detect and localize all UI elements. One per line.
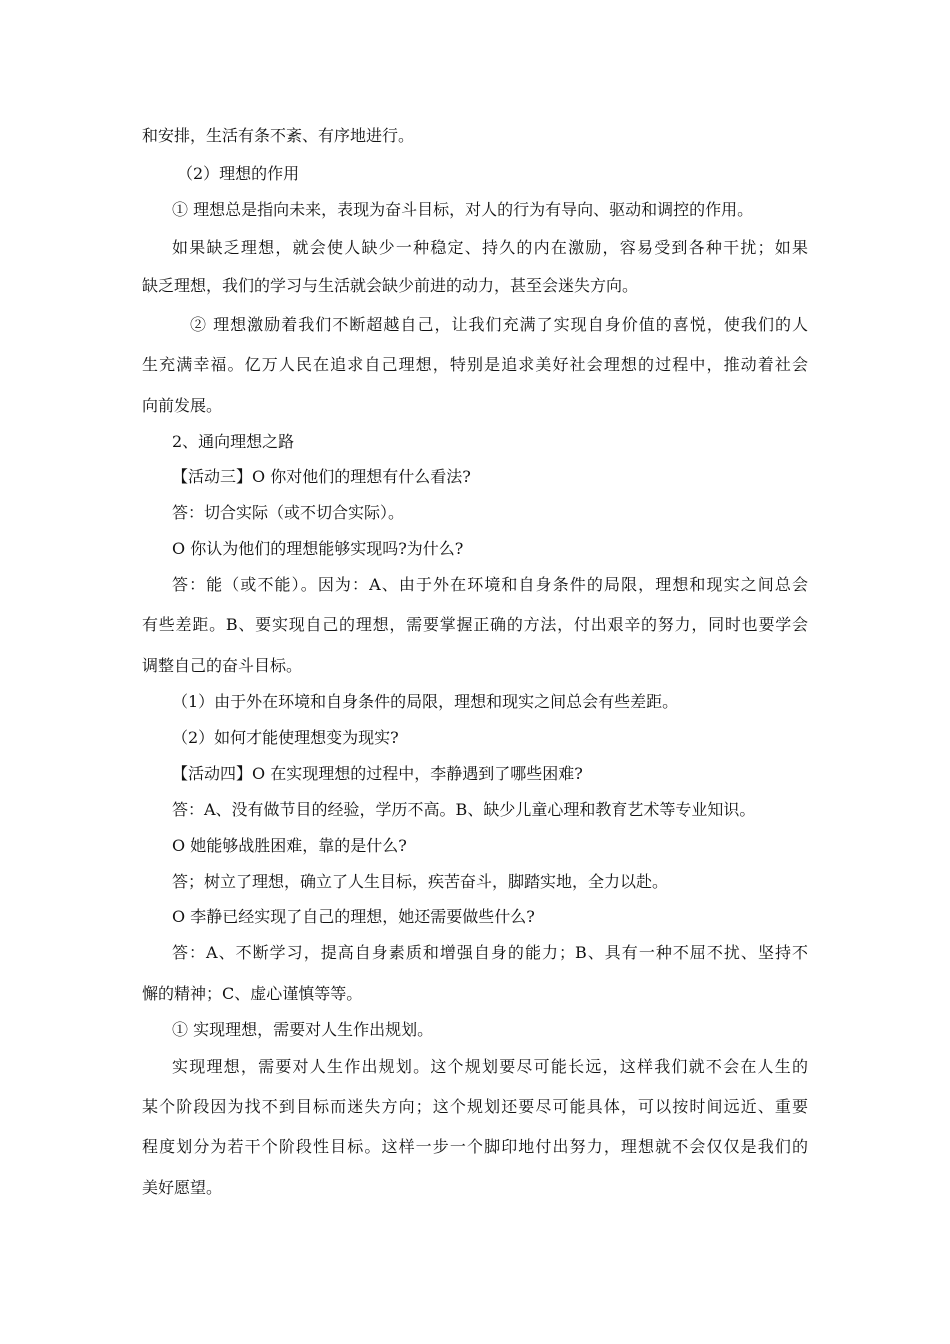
paragraph-line: （1）由于外在环境和自身条件的局限，理想和现实之间总会有些差距。 xyxy=(172,692,679,711)
question-line: O 你认为他们的理想能够实现吗?为什么? xyxy=(172,539,464,558)
paragraph-line: 某个阶段因为找不到目标而迷失方向；这个规划还要尽可能具体，可以按时间远近、重要 xyxy=(142,1097,808,1116)
activity-heading: 【活动三】O 你对他们的理想有什么看法? xyxy=(172,467,471,486)
paragraph-line: 美好愿望。 xyxy=(142,1178,223,1197)
answer-line: 答：能（或不能）。因为：A、由于外在环境和自身条件的局限，理想和现实之间总会 xyxy=(172,575,808,594)
paragraph-line: 实现理想，需要对人生作出规划。这个规划要尽可能长远，这样我们就不会在人生的 xyxy=(172,1057,808,1076)
paragraph-line: 缺乏理想，我们的学习与生活就会缺少前进的动力，甚至会迷失方向。 xyxy=(142,276,639,295)
answer-line: 有些差距。B、要实现自己的理想，需要掌握正确的方法，付出艰辛的努力，同时也要学会 xyxy=(142,615,808,634)
paragraph-line: 和安排，生活有条不紊、有序地进行。 xyxy=(142,126,415,145)
section-heading: （2）理想的作用 xyxy=(177,164,300,183)
question-line: O 李静已经实现了自己的理想，她还需要做些什么? xyxy=(172,907,535,926)
activity-heading: 【活动四】O 在实现理想的过程中，李静遇到了哪些困难? xyxy=(172,764,583,783)
answer-line: 调整自己的奋斗目标。 xyxy=(142,656,303,675)
answer-line: 答：切合实际（或不切合实际）。 xyxy=(172,503,405,522)
answer-line: 懈的精神；C、虚心谨慎等等。 xyxy=(142,984,363,1003)
paragraph-line: 生充满幸福。亿万人民在追求自己理想，特别是追求美好社会理想的过程中，推动着社会 xyxy=(142,355,808,374)
answer-line: 答：A、没有做节目的经验，学历不高。B、缺少儿童心理和教育艺术等专业知识。 xyxy=(172,800,756,819)
paragraph-line: 程度划分为若干个阶段性目标。这样一步一个脚印地付出努力，理想就不会仅仅是我们的 xyxy=(142,1137,808,1156)
answer-line: 答：A、不断学习，提高自身素质和增强自身的能力；B、具有一种不屈不扰、坚持不 xyxy=(172,943,808,962)
paragraph-line: ② 理想激励着我们不断超越自己，让我们充满了实现自身价值的喜悦，使我们的人 xyxy=(190,315,808,334)
section-heading: 2、通向理想之路 xyxy=(172,432,295,451)
paragraph-line: ① 理想总是指向未来，表现为奋斗目标，对人的行为有导向、驱动和调控的作用。 xyxy=(172,200,754,219)
paragraph-line: 向前发展。 xyxy=(142,396,223,415)
section-heading: （2）如何才能使理想变为现实? xyxy=(172,728,399,747)
question-line: O 她能够战胜困难，靠的是什么? xyxy=(172,836,407,855)
answer-line: 答；树立了理想，确立了人生目标，疾苦奋斗，脚踏实地，全力以赴。 xyxy=(172,872,669,891)
paragraph-line: 如果缺乏理想，就会使人缺少一种稳定、持久的内在激励，容易受到各种干扰；如果 xyxy=(172,238,808,257)
paragraph-line: ① 实现理想，需要对人生作出规划。 xyxy=(172,1020,434,1039)
